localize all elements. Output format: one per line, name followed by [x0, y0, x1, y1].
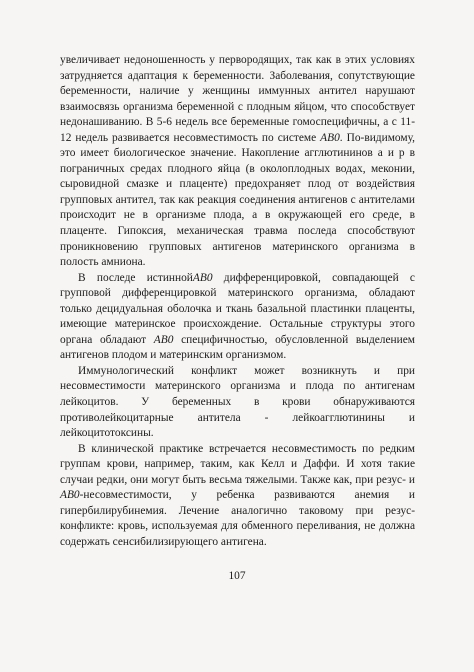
text-run: специфичностью, обусловленной выделением антигенов плодом и материнским организмом.: [60, 333, 415, 362]
paragraph: [60, 364, 415, 442]
italic-term: AB0: [320, 131, 340, 144]
paragraph: [60, 271, 415, 364]
text-run: дифференцировкой, совпадающей с групповой дифференцировкой материнского организма, обладают только децидуальная оболочка и ткань базальной пластинки плаценты, имеющие материнское происхождение. Остальные структуры этого органа обладают: [60, 271, 415, 346]
text-run: . По-видимому, это имеет биологическое значение. Накопление агглютининов а и р в пограничных средах плодного яйца (в околоплодных водах, меконии, сыровидной смазке и плаценте) предохраняет плод от воздействия групповых антител, так как реакция соединения антигенов с антителами происходит не в организме плода, а в окружающей его среде, в плаценте. Гипоксия, механическая травма последа способствуют проникновению групповых антигенов материнского организма в полость амниона.: [60, 131, 415, 269]
paragraph: [60, 442, 415, 551]
italic-term: AB0: [192, 271, 213, 284]
italic-term: AB0: [60, 489, 80, 502]
body-text: [60, 53, 415, 551]
italic-term: AB0: [153, 333, 174, 346]
text-run: В последе истинной: [78, 271, 193, 284]
page-number: 107: [228, 570, 246, 582]
text-run: Иммунологический конфликт может возникнуть и при несовместимости материнского организма и плода по антигенам лейкоцитов. У беременных в крови обнаруживаются противолейкоцитарные антитела - лейкоагглютинины и лейкоцитотоксины.: [60, 364, 415, 440]
text-run: -несовместимости, у ребенка развиваются анемия и гипербилирубинемия. Лечение аналогично таковому при резус-конфликте: кровь, используемая для обменного переливания, не должна содержать сенсибилизирующего антигена.: [60, 489, 415, 548]
text-run: увеличивает недоношенность у первородящих, так как в этих условиях затрудняется адаптация к беременности. Заболевания, сопутствующие беременности, наличие у женщины иммунных антител нарушают взаимосвязь организма беременной с плодным яйцом, что способствует недонашиванию. В 5-6 недель все беременные гомоспецифичны, а с 11-12 недель развивается несовместимость по системе: [60, 54, 415, 144]
paragraph: [60, 53, 415, 271]
text-run: В клинической практике встречается несовместимость по редким группам крови, например, таким, как Келл и Даффи. И хотя такие случаи редки, они могут быть весьма тяжелыми. Также как, при резус- и: [60, 442, 415, 486]
